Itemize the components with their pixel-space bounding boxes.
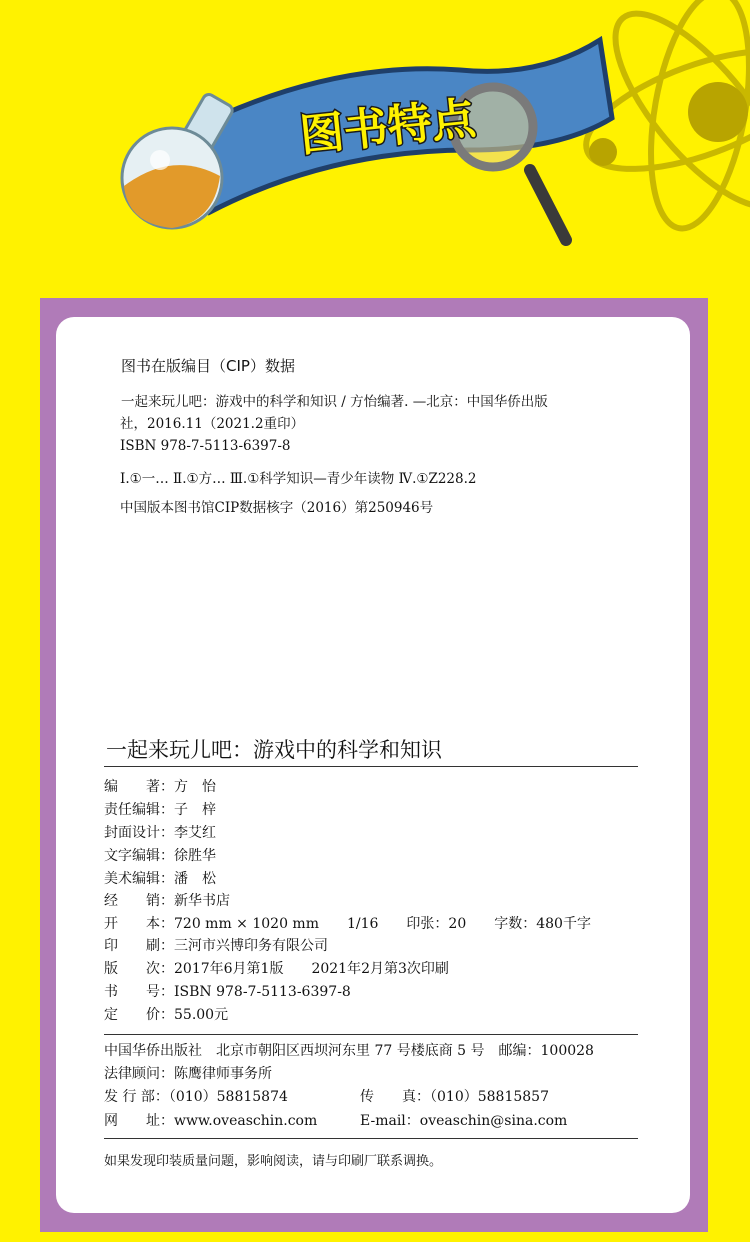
legal-label: 法律顾问：	[104, 1066, 174, 1082]
fax-number: （010）58815857	[430, 1089, 549, 1105]
credit-value: 55.00元	[174, 1007, 229, 1023]
credit-value: 李艾红	[174, 825, 216, 841]
divider	[104, 1138, 638, 1139]
email-label: E-mail：	[360, 1113, 420, 1129]
banner-graphic	[0, 0, 750, 300]
credit-label: 责任编辑：	[104, 802, 174, 818]
quality-notice: 如果发现印装质量问题，影响阅读，请与印刷厂联系调换。	[104, 1154, 443, 1169]
credit-label: 印 刷：	[104, 938, 174, 954]
credit-row	[104, 870, 216, 888]
credit-value: 子 梓	[174, 802, 216, 818]
credit-label: 封面设计：	[104, 825, 174, 841]
credit-value: 潘 松	[174, 871, 216, 887]
credit-value: 徐胜华	[174, 848, 216, 864]
cip-title: 图书在版编目（CIP）数据	[121, 357, 295, 375]
atom-electron	[589, 138, 617, 166]
credit-label: 开 本：	[104, 916, 174, 932]
divider	[104, 766, 638, 767]
sales-row	[104, 1088, 288, 1106]
legal-row	[104, 1065, 272, 1083]
credit-label: 书 号：	[104, 984, 174, 1000]
credit-row	[104, 983, 351, 1001]
credit-row	[104, 892, 230, 910]
cip-verify-number: 中国版本图书馆CIP数据核字（2016）第250946号	[120, 500, 434, 516]
banner-title: 图书特点	[297, 92, 478, 163]
web-label: 网 址：	[104, 1113, 174, 1129]
cip-classification: Ⅰ.①一… Ⅱ.①方… Ⅲ.①科学知识—青少年读物 Ⅳ.①Z228.2	[120, 471, 477, 487]
sales-phone: （010）58815874	[168, 1089, 288, 1105]
fax-label: 传 真：	[360, 1089, 430, 1105]
credit-value: 720 mm × 1020 mm 1/16 印张：20 字数：480千字	[174, 916, 591, 932]
credit-row	[104, 801, 216, 819]
credit-label: 文字编辑：	[104, 848, 174, 864]
credit-row	[104, 847, 216, 865]
email-link[interactable]: oveaschin@sina.com	[419, 1113, 568, 1129]
credit-row	[104, 824, 216, 842]
publisher-address: 中国华侨出版社 北京市朝阳区西坝河东里 77 号楼底商 5 号 邮编：100028	[104, 1043, 594, 1059]
website-link[interactable]: www.oveaschin.com	[174, 1113, 318, 1129]
book-title: 一起来玩儿吧：游戏中的科学和知识	[106, 738, 442, 762]
credit-label: 经 销：	[104, 893, 174, 909]
credit-value: 新华书店	[174, 893, 230, 909]
cip-line-2: 社，2016.11（2021.2重印）	[120, 416, 305, 432]
credit-value: 2017年6月第1版 2021年2月第3次印刷	[174, 961, 449, 977]
credit-label: 编 著：	[104, 779, 174, 795]
credit-value: 三河市兴博印务有限公司	[174, 938, 328, 954]
web-row	[104, 1112, 317, 1130]
email-row	[360, 1112, 567, 1130]
fax-row	[360, 1088, 549, 1106]
credit-row	[104, 915, 591, 933]
cip-line-1: 一起来玩儿吧：游戏中的科学和知识 / 方怡编著. —北京：中国华侨出版	[121, 394, 548, 410]
cip-isbn: ISBN 978-7-5113-6397-8	[120, 438, 291, 454]
divider	[104, 1034, 638, 1035]
credit-value: 方 怡	[174, 779, 216, 795]
atom-nucleus	[688, 82, 748, 142]
credit-row	[104, 960, 449, 978]
credit-value: ISBN 978-7-5113-6397-8	[174, 984, 351, 1000]
credit-row	[104, 1006, 228, 1024]
credit-label: 定 价：	[104, 1007, 174, 1023]
credit-label: 美术编辑：	[104, 871, 174, 887]
credit-label: 版 次：	[104, 961, 174, 977]
credit-row	[104, 778, 216, 796]
legal-value: 陈鹰律师事务所	[174, 1066, 272, 1082]
sales-label: 发 行 部：	[104, 1089, 169, 1105]
credit-row	[104, 937, 328, 955]
